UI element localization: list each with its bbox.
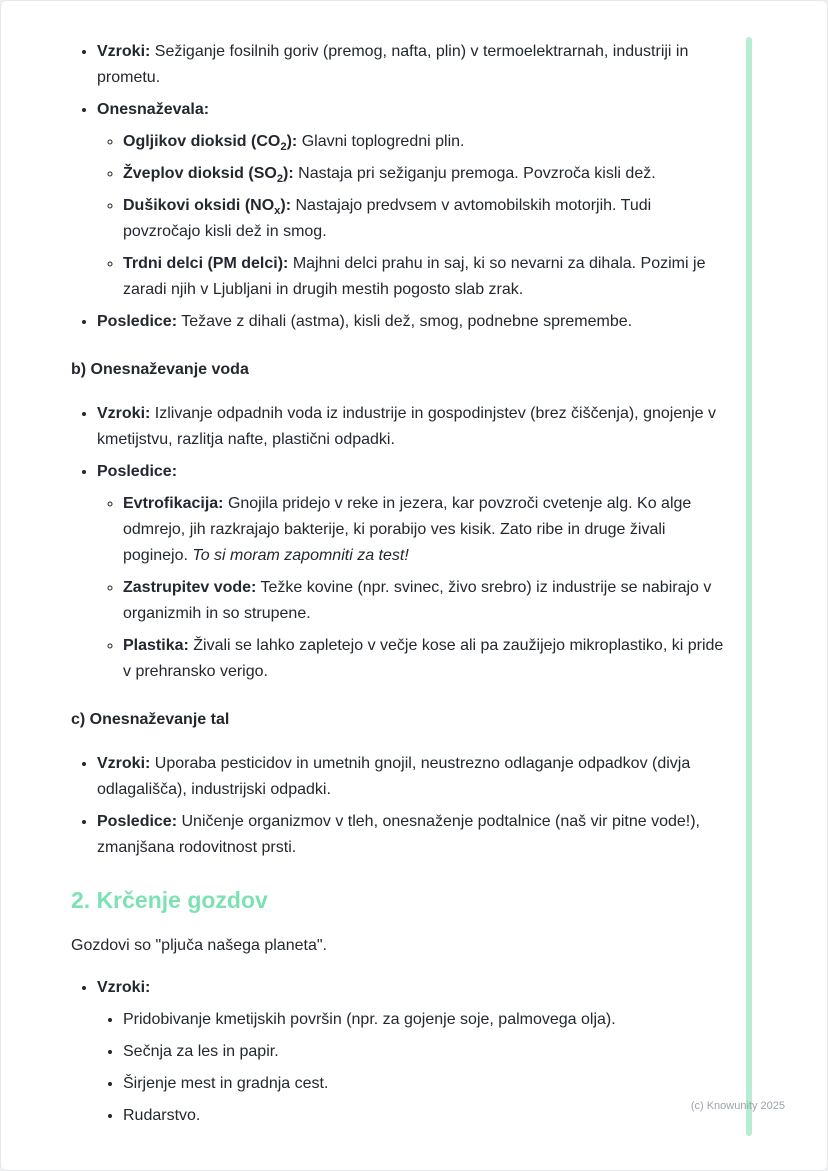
water-effects-sublist <box>97 491 731 685</box>
list-item-soil-effects <box>97 809 731 861</box>
item-text: Težave z dihali (astma), kisli dež, smog, podnebne spremembe. <box>181 313 633 330</box>
air-pollution-list <box>71 39 731 335</box>
item-text: Izlivanje odpadnih voda iz industrije in gospodinjstev (brez čiščenja), gnojenje v kmetijstvu, razlitja nafte, plastični odpadki. <box>97 405 717 448</box>
section-heading-soil: c) Onesnaževanje tal <box>71 711 230 728</box>
chemical-subscript: x <box>274 205 281 218</box>
label-text: Ogljikov dioksid (CO <box>123 133 281 150</box>
label-text: Žveplov dioksid (SO <box>123 165 277 182</box>
item-label: Vzroki: <box>97 755 151 772</box>
item-label: Posledice: <box>97 813 178 830</box>
list-item-eutrophication <box>123 491 731 569</box>
section-heading-water: b) Onesnaževanje voda <box>71 361 249 378</box>
list-item-pollutants <box>97 97 731 303</box>
chemical-subscript: 2 <box>280 141 287 154</box>
list-item-cause-logging: • Sečnja za les in papir. <box>123 1039 731 1065</box>
section-heading-deforestation: 2. Krčenje gozdov <box>71 887 268 913</box>
list-item-water-toxins <box>123 575 731 627</box>
pollutant-label: Trdni delci (PM delci): <box>123 255 289 272</box>
item-text: Uničenje organizmov v tleh, onesnaženje podtalnice (naš vir pitne vode!), zmanjšana rodovitnost prsti. <box>97 813 700 856</box>
list-item-air-effects <box>97 309 731 335</box>
item-text: Glavni toplogredni plin. <box>301 133 465 150</box>
item-label: Onesnaževala: <box>97 101 210 118</box>
item-text: Nastajajo predvsem v avtomobilskih motorjih. Tudi povzročajo kisli dež in smog. <box>123 197 652 240</box>
list-item-nox <box>123 193 731 245</box>
pollutant-label <box>123 133 298 154</box>
copyright-footer: (c) Knowunity 2025 <box>690 1100 785 1112</box>
deforestation-intro: Gozdovi so "pljuča našega planeta". <box>71 937 327 954</box>
item-label: Posledice: <box>97 313 178 330</box>
item-text: Gnojila pridejo v reke in jezera, kar povzroči cvetenje alg. Ko alge odmrejo, jih razkrajajo bakterije, ki porabijo ves kisik. Zato ribe in druge živali poginejo. <box>123 495 692 564</box>
label-text: Dušikovi oksidi (NO <box>123 197 275 214</box>
chemical-subscript: 2 <box>276 173 284 186</box>
list-item-cause-agriculture: • Pridobivanje kmetijskih površin (npr. za gojenje soje, palmovega olja). <box>123 1007 731 1033</box>
water-pollution-list <box>71 401 731 685</box>
item-text: Sežiganje fosilnih goriv (premog, nafta, plin) v termoelektrarnah, industriji in prometu. <box>97 43 689 86</box>
list-item-cause-urbanization: • Širjenje mest in gradnja cest. <box>123 1071 731 1097</box>
soil-pollution-list <box>71 751 731 861</box>
deforestation-causes-sublist <box>97 1007 731 1129</box>
accent-stripe <box>746 37 752 1136</box>
list-item-water-causes <box>97 401 731 453</box>
list-item-water-effects <box>97 459 731 685</box>
label-suffix: ): <box>283 165 294 182</box>
list-item-deforestation-causes <box>97 975 731 1129</box>
item-label: Plastika: <box>123 637 189 654</box>
item-label: Posledice: <box>97 463 178 480</box>
item-label: Zastrupitev vode: <box>123 579 257 596</box>
personal-note: To si moram zapomniti za test! <box>192 547 409 564</box>
list-item-so2 <box>123 161 731 187</box>
document-content <box>1 1 827 1129</box>
item-label: Evtrofikacija: <box>123 495 224 512</box>
list-item-cause-mining: • Rudarstvo. <box>123 1103 731 1129</box>
deforestation-list <box>71 975 731 1129</box>
item-label: Vzroki: <box>97 405 151 422</box>
item-text: Majhni delci prahu in saj, ki so nevarni za dihala. Pozimi je zaradi njih v Ljubljani in drugih mestih pogosto slab zrak. <box>123 255 706 298</box>
pollutant-label <box>123 165 294 186</box>
item-text: Težke kovine (npr. svinec, živo srebro) iz industrije se nabirajo v organizmih in so strupene. <box>123 579 712 622</box>
list-item-plastic <box>123 633 731 685</box>
list-item-pm <box>123 251 731 303</box>
item-label: Vzroki: <box>97 979 151 996</box>
item-text: Živali se lahko zapletejo v večje kose ali pa zaužijejo mikroplastiko, ki pride v prehransko verigo. <box>123 637 724 680</box>
item-label: Vzroki: <box>97 43 151 60</box>
list-item-soil-causes <box>97 751 731 803</box>
item-text: Uporaba pesticidov in umetnih gnojil, neustrezno odlaganje odpadkov (divja odlagališča), industrijski odpadki. <box>97 755 691 798</box>
list-item-co2 <box>123 129 731 155</box>
pollutants-sublist <box>97 129 731 303</box>
list-item-air-causes <box>97 39 731 91</box>
item-text: Nastaja pri sežiganju premoga. Povzroča kisli dež. <box>298 165 656 182</box>
label-suffix: ): <box>286 133 298 150</box>
pollutant-label <box>123 197 292 218</box>
label-suffix: ): <box>280 197 292 214</box>
